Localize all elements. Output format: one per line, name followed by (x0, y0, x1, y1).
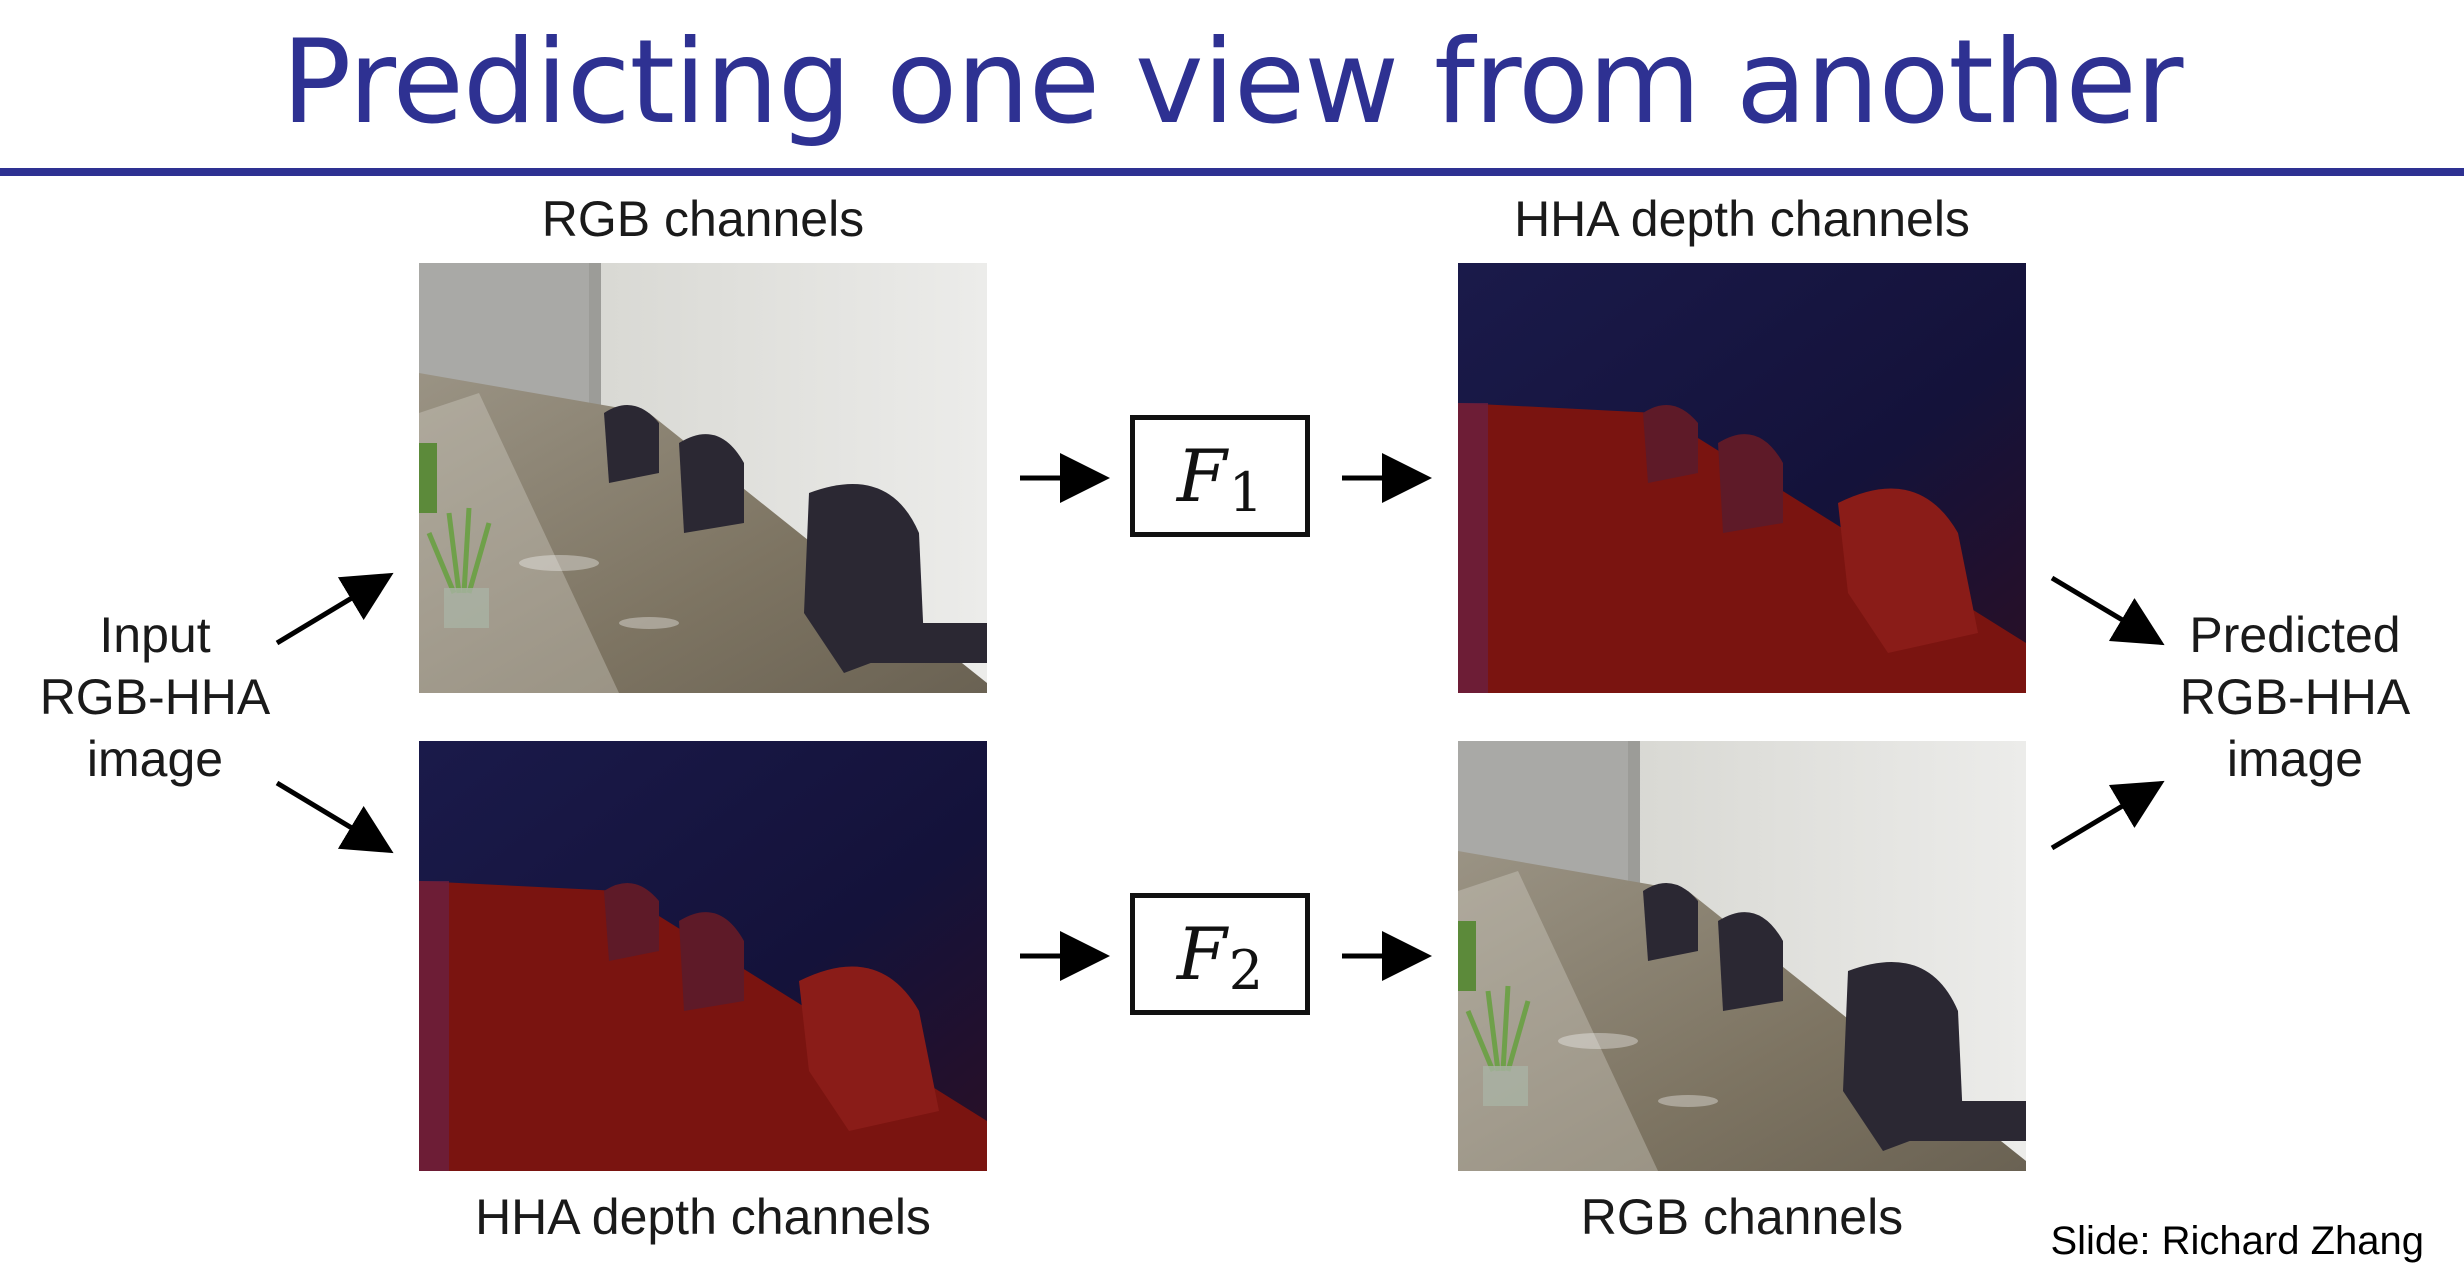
function-f1-subscript: 1 (1228, 461, 1264, 524)
input-label-line-2: RGB-HHA (39, 669, 271, 725)
function-f2-symbol: F (1176, 912, 1227, 996)
function-f1-symbol: F (1176, 434, 1227, 518)
caption-bottom-input: HHA depth channels (475, 1189, 931, 1245)
function-f2-subscript: 2 (1228, 939, 1264, 1002)
arrow-input-to-top (277, 578, 385, 643)
output-label-line-2: RGB-HHA (2179, 669, 2411, 725)
input-label-line-1: Input (99, 607, 211, 663)
input-label-line-3: image (86, 731, 224, 787)
slide-title: Predicting one view from another (281, 15, 2183, 150)
caption-bottom-output: RGB channels (1580, 1189, 1904, 1245)
output-label-line-1: Predicted (2189, 607, 2401, 663)
caption-top-input: RGB channels (541, 191, 865, 247)
arrow-bottom-output-to-predicted (2052, 786, 2156, 848)
arrow-top-output-to-predicted (2052, 578, 2156, 640)
slide-credit: Slide: Richard Zhang (2050, 1219, 2424, 1263)
arrow-input-to-bottom (277, 783, 385, 848)
output-label-line-3: image (2226, 731, 2364, 787)
caption-top-output: HHA depth channels (1514, 191, 1970, 247)
